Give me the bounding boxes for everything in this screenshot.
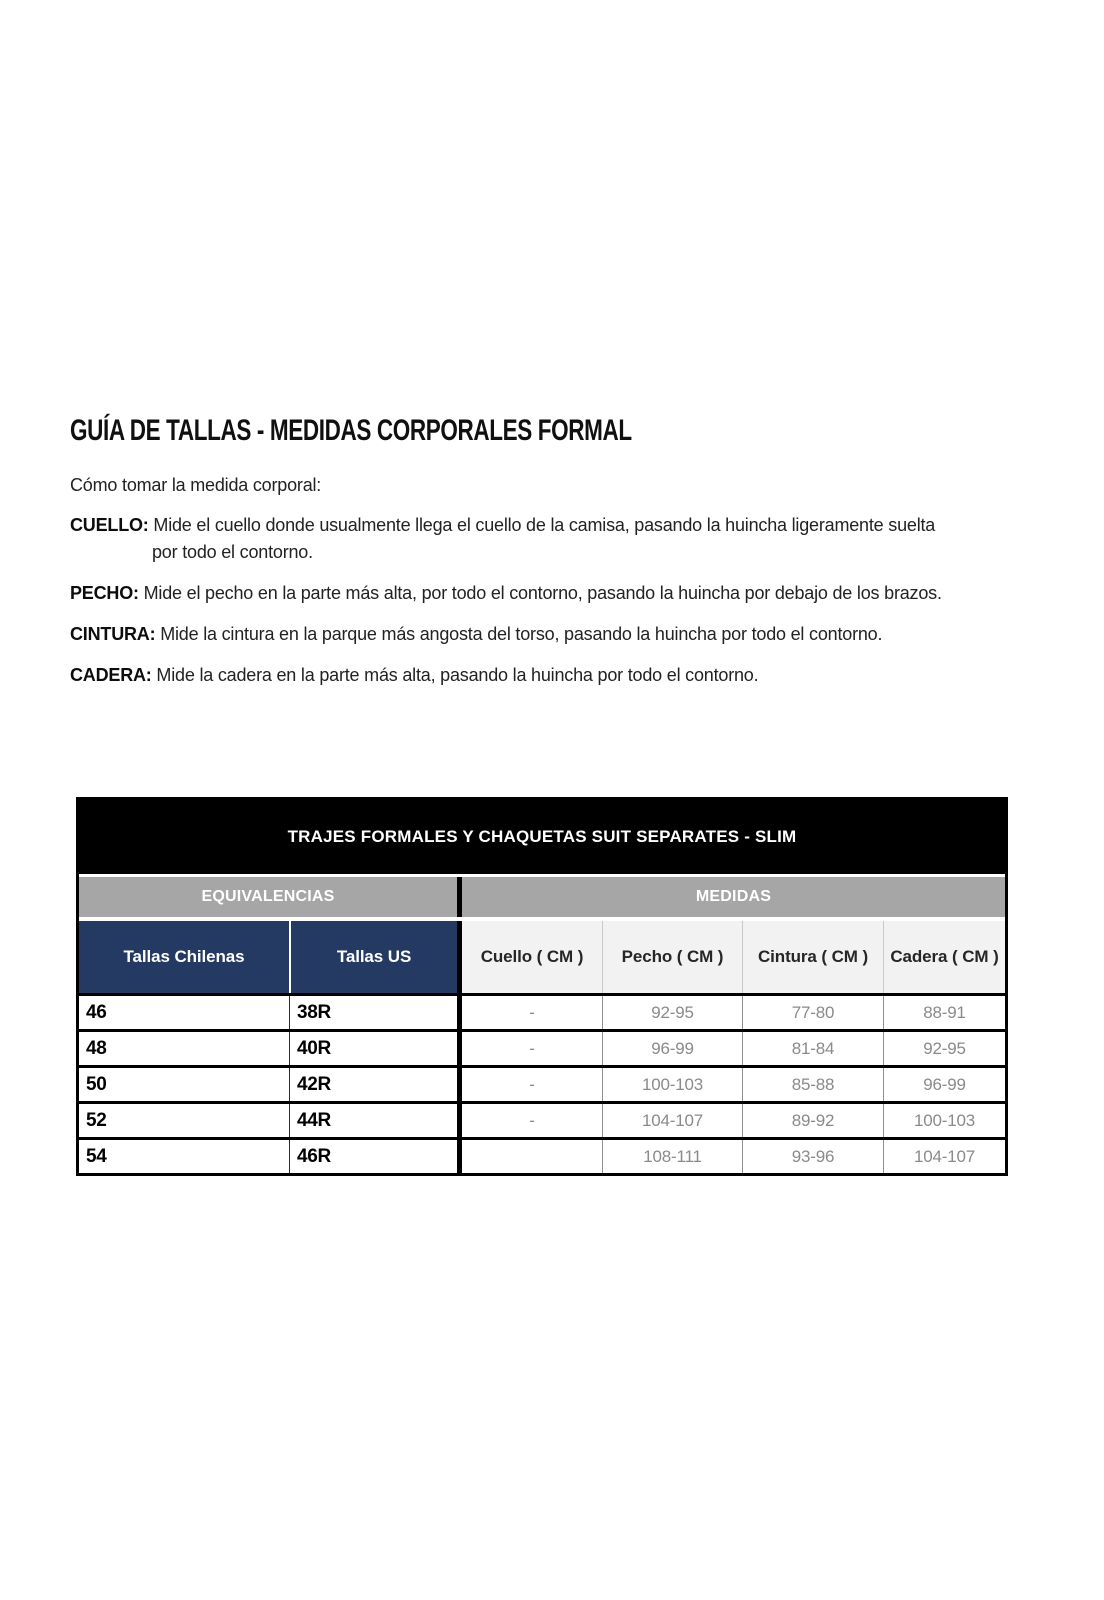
instruction-text: Mide la cadera en la parte más alta, pasando la huincha por todo el contorno. xyxy=(156,665,759,685)
instruction-label: CUELLO: xyxy=(70,515,149,535)
cell-cintura: 85-88 xyxy=(742,1068,883,1101)
table-row xyxy=(79,993,1005,1029)
size-table xyxy=(76,797,1008,1176)
cell-cadera: 100-103 xyxy=(883,1104,1005,1137)
cell-pecho: 100-103 xyxy=(602,1068,742,1101)
header-cell-cadera: Cadera ( CM ) xyxy=(883,921,1005,993)
group-header-equivalencias: EQUIVALENCIAS xyxy=(79,877,457,917)
cell-talla-chilena: 46 xyxy=(86,1001,107,1023)
cell-cintura: 81-84 xyxy=(742,1032,883,1065)
instruction-label: CINTURA: xyxy=(70,624,156,644)
cell-pecho: 108-111 xyxy=(602,1140,742,1173)
table-body xyxy=(79,993,1005,1173)
cell-talla-chilena: 52 xyxy=(86,1109,107,1131)
cell-talla-us: 42R xyxy=(289,1068,457,1101)
intro-line: Cómo tomar la medida corporal: xyxy=(70,475,322,495)
instruction-label: CADERA: xyxy=(70,665,152,685)
cell-cadera: 88-91 xyxy=(883,996,1005,1029)
column-header-row xyxy=(79,921,1005,993)
cell-pecho: 92-95 xyxy=(602,996,742,1029)
cell-cuello: - xyxy=(457,1068,602,1101)
instruction-text-continued: por todo el contorno. xyxy=(152,542,313,562)
instruction-text: Mide el cuello donde usualmente llega el cuello de la camisa, pasando la huincha ligeramente suelta xyxy=(153,515,936,535)
cell-talla-us: 46R xyxy=(289,1140,457,1173)
cell-cadera: 96-99 xyxy=(883,1068,1005,1101)
cell-talla-us: 38R xyxy=(289,996,457,1029)
instruction-text: Mide el pecho en la parte más alta, por todo el contorno, pasando la huincha por debajo de los brazos. xyxy=(143,583,942,603)
header-cell-cuello: Cuello ( CM ) xyxy=(457,921,602,993)
instruction-text: Mide la cintura en la parque más angosta del torso, pasando la huincha por todo el contorno. xyxy=(160,624,883,644)
cell-cuello: - xyxy=(457,1032,602,1065)
instruction-label: PECHO: xyxy=(70,583,139,603)
header-cell-pecho: Pecho ( CM ) xyxy=(602,921,742,993)
group-header-medidas: MEDIDAS xyxy=(457,877,1005,917)
cell-talla-chilena: 50 xyxy=(86,1073,107,1095)
cell-pecho: 104-107 xyxy=(602,1104,742,1137)
header-cell-cintura: Cintura ( CM ) xyxy=(742,921,883,993)
cell-cadera: 104-107 xyxy=(883,1140,1005,1173)
cell-talla-chilena: 48 xyxy=(86,1037,107,1059)
cell-cuello xyxy=(457,1140,602,1173)
page-title: GUÍA DE TALLAS - MEDIDAS CORPORALES FORMAL xyxy=(70,414,632,447)
instruction-cadera xyxy=(70,662,1030,689)
header-cell-tallas-chilenas: Tallas Chilenas xyxy=(79,921,289,993)
instruction-cuello xyxy=(70,512,1030,566)
header-cell-tallas-us: Tallas US xyxy=(289,921,457,993)
cell-cuello: - xyxy=(457,1104,602,1137)
cell-cadera: 92-95 xyxy=(883,1032,1005,1065)
table-row xyxy=(79,1101,1005,1137)
cell-cintura: 93-96 xyxy=(742,1140,883,1173)
cell-talla-us: 40R xyxy=(289,1032,457,1065)
table-row xyxy=(79,1137,1005,1173)
table-row xyxy=(79,1029,1005,1065)
cell-cuello: - xyxy=(457,996,602,1029)
cell-talla-us: 44R xyxy=(289,1104,457,1137)
cell-pecho: 96-99 xyxy=(602,1032,742,1065)
cell-cintura: 77-80 xyxy=(742,996,883,1029)
group-header-row xyxy=(79,877,1005,917)
cell-talla-chilena: 54 xyxy=(86,1145,107,1167)
instruction-cintura xyxy=(70,621,1030,648)
instruction-pecho xyxy=(70,580,1030,607)
text-content xyxy=(70,414,1030,703)
table-title: TRAJES FORMALES Y CHAQUETAS SUIT SEPARATES - SLIM xyxy=(79,800,1005,874)
table-row xyxy=(79,1065,1005,1101)
cell-cintura: 89-92 xyxy=(742,1104,883,1137)
